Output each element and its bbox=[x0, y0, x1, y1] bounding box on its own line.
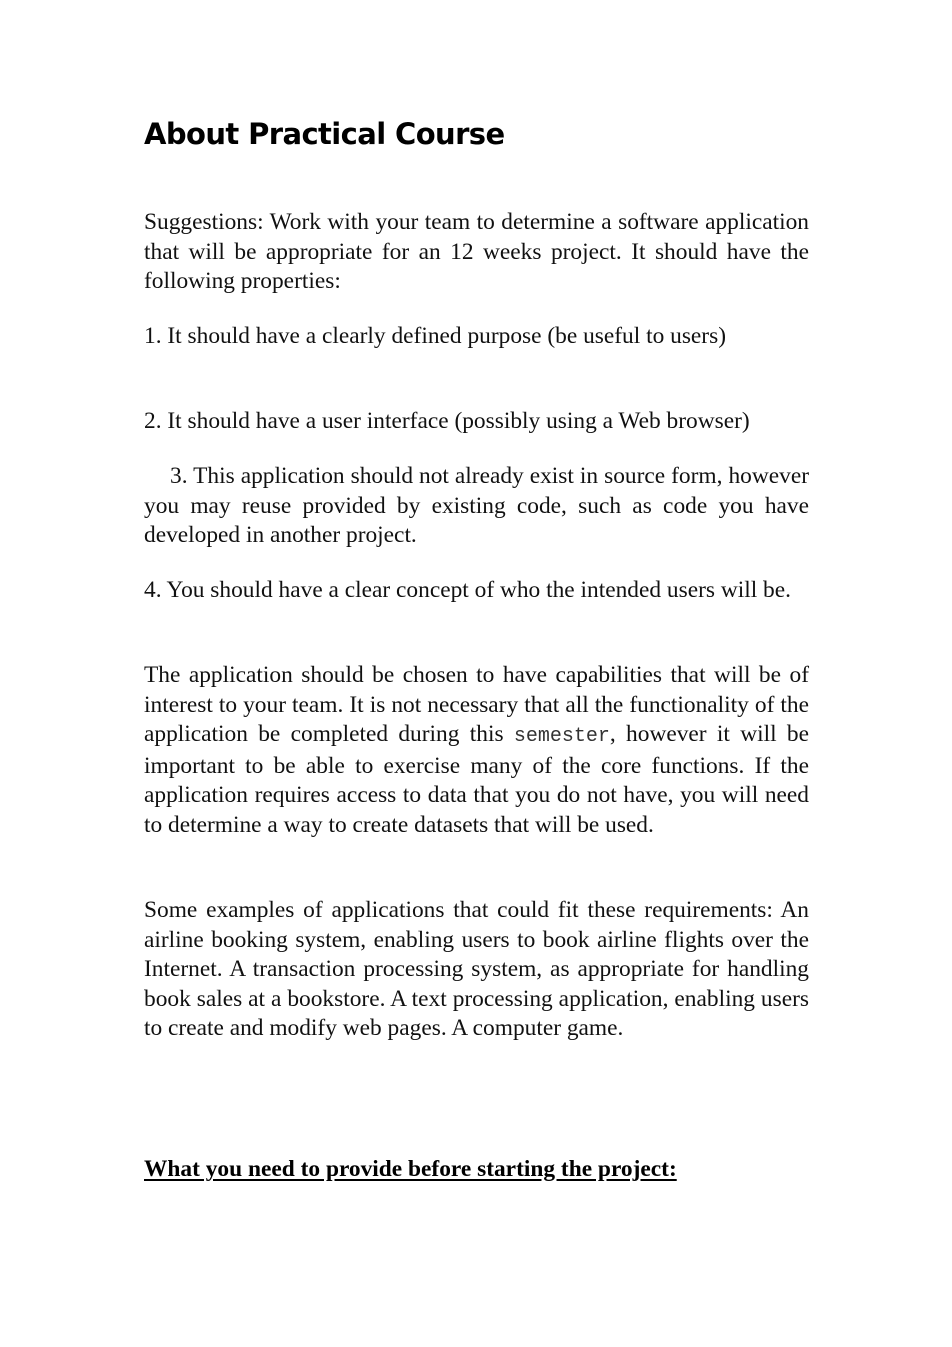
application-text-part1: The application should be chosen to have capabilities that will be of interest to your team. It is not necessary that all the functionality of the application be completed during this bbox=[144, 662, 809, 748]
property-item-4: 4. You should have a clear concept of who the intended users will be. bbox=[144, 577, 791, 603]
property-item-3: 3. This application should not already exist in source form, however you may reuse provided by existing code, such as code you have developed in another project. bbox=[144, 463, 809, 549]
semester-word: semester bbox=[513, 725, 610, 749]
property-item-2: 2. It should have a user interface (possibly using a Web browser) bbox=[144, 408, 750, 434]
section-heading: What you need to provide before starting the project: bbox=[144, 1156, 677, 1182]
application-text-part2: , however it will be important to be able to exercise many of the core functions. If the application requires access to data that you do not have, you will need to determine a way to create datasets that will be used. bbox=[144, 721, 809, 838]
suggestions-paragraph: Suggestions: Work with your team to determine a software application that will be appropriate for an 12 weeks project. It should have the following properties: bbox=[144, 209, 809, 295]
page-title: About Practical Course bbox=[144, 117, 505, 151]
property-item-1: 1. It should have a clearly defined purpose (be useful to users) bbox=[144, 323, 726, 349]
examples-paragraph: Some examples of applications that could fit these requirements: An airline booking system, enabling users to book airline flights over the Internet. A transaction processing system, as appropriate for handling book sales at a bookstore. A text processing application, enabling users to create and modify web pages. A computer game. bbox=[144, 897, 809, 1042]
application-paragraph bbox=[144, 661, 809, 841]
